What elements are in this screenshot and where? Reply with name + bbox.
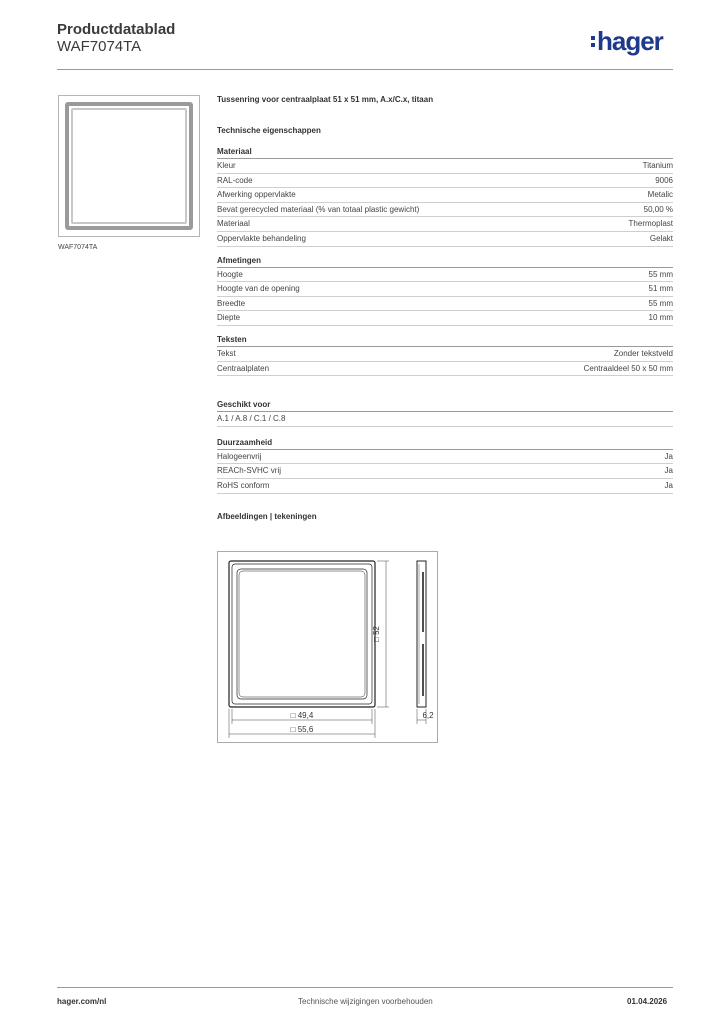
spec-value: Zonder tekstveld bbox=[613, 348, 673, 358]
spec-value: Ja bbox=[664, 451, 673, 461]
spec-label: Centraalplaten bbox=[217, 363, 270, 373]
spec-value: Centraaldeel 50 x 50 mm bbox=[583, 363, 673, 373]
spec-value: Metalic bbox=[647, 190, 673, 200]
spec-row bbox=[217, 450, 673, 465]
product-thumbnail bbox=[58, 95, 200, 237]
spec-label: Materiaal bbox=[217, 219, 250, 229]
spec-value: 50,00 % bbox=[643, 204, 673, 214]
dim-height-label: □ 52 bbox=[372, 626, 381, 642]
spec-value: Titanium bbox=[642, 161, 673, 170]
spec-value: Thermoplast bbox=[628, 219, 673, 229]
spec-row bbox=[217, 159, 673, 174]
spec-value: 55 mm bbox=[648, 298, 673, 308]
spec-row bbox=[217, 412, 673, 427]
spec-value: 9006 bbox=[655, 175, 673, 185]
spec-label: Oppervlakte behandeling bbox=[217, 233, 306, 243]
footer-divider bbox=[57, 987, 673, 988]
product-code: WAF7074TA bbox=[57, 38, 142, 55]
spec-value: Ja bbox=[664, 466, 673, 476]
technical-drawing bbox=[217, 551, 438, 743]
spec-value: 51 mm bbox=[648, 284, 673, 294]
footer-url[interactable]: hager.com/nl bbox=[57, 997, 107, 1006]
spec-label: Afwerking oppervlakte bbox=[217, 190, 296, 200]
spec-label: RoHS conform bbox=[217, 480, 270, 490]
spec-value: 10 mm bbox=[648, 313, 673, 323]
spec-row bbox=[217, 203, 673, 218]
technical-heading: Technische eigenschappen bbox=[217, 126, 321, 135]
main-content bbox=[217, 95, 673, 521]
spec-label: Kleur bbox=[217, 161, 236, 170]
dim-depth-label: 6,2 bbox=[422, 711, 434, 720]
spec-label: Bevat gerecycled materiaal (% van totaal plastic gewicht) bbox=[217, 204, 420, 214]
section-duurzaamheid bbox=[217, 450, 673, 494]
spec-row bbox=[217, 347, 673, 362]
section-geschikt bbox=[217, 412, 673, 427]
spec-label: Hoogte bbox=[217, 269, 243, 279]
section-title-teksten: Teksten bbox=[217, 335, 673, 347]
spec-row bbox=[217, 311, 673, 326]
spec-label: Breedte bbox=[217, 298, 246, 308]
spec-label: Tekst bbox=[217, 348, 236, 358]
thumbnail-caption: WAF7074TA bbox=[58, 244, 98, 251]
spec-row bbox=[217, 464, 673, 479]
section-title-materiaal: Materiaal bbox=[217, 147, 673, 159]
spec-row bbox=[217, 232, 673, 247]
footer-date: 01.04.2026 bbox=[627, 997, 668, 1006]
logo-text: hager bbox=[597, 26, 663, 56]
dim-inner-width-label: □ 49,4 bbox=[290, 711, 314, 720]
product-description: Tussenring voor centraalplaat 51 x 51 mm, A.x/C.x, titaan bbox=[217, 95, 434, 104]
spec-value: Gelakt bbox=[649, 233, 673, 243]
section-title-duurzaamheid: Duurzaamheid bbox=[217, 438, 673, 450]
spec-label: RAL-code bbox=[217, 175, 253, 185]
spec-label: Hoogte van de opening bbox=[217, 284, 300, 294]
spec-row bbox=[217, 174, 673, 189]
section-afmetingen bbox=[217, 268, 673, 326]
hager-logo bbox=[591, 26, 663, 57]
spec-row bbox=[217, 268, 673, 283]
spec-row bbox=[217, 297, 673, 312]
spec-label: Diepte bbox=[217, 313, 241, 323]
section-materiaal bbox=[217, 159, 673, 247]
drawings-title: Afbeeldingen | tekeningen bbox=[217, 511, 317, 521]
dim-outer-width-label: □ 55,6 bbox=[290, 725, 314, 734]
drawing-svg bbox=[218, 552, 439, 744]
spec-value: 55 mm bbox=[648, 269, 673, 279]
spec-row bbox=[217, 282, 673, 297]
spec-row bbox=[217, 362, 673, 377]
spec-row bbox=[217, 217, 673, 232]
spec-label: A.1 / A.8 / C.1 / C.8 bbox=[217, 414, 286, 424]
logo-dots-icon bbox=[591, 36, 595, 47]
section-teksten bbox=[217, 347, 673, 376]
section-title-afmetingen: Afmetingen bbox=[217, 256, 673, 268]
spec-row bbox=[217, 188, 673, 203]
spec-value: Ja bbox=[664, 480, 673, 490]
footer-disclaimer: Technische wijzigingen voorbehouden bbox=[298, 997, 433, 1006]
spec-label: Halogeenvrij bbox=[217, 451, 262, 461]
spec-label: REACh-SVHC vrij bbox=[217, 466, 282, 476]
header-divider bbox=[57, 69, 673, 70]
spec-row bbox=[217, 479, 673, 494]
document-title: Productdatablad bbox=[57, 21, 176, 38]
section-title-geschikt: Geschikt voor bbox=[217, 400, 673, 412]
